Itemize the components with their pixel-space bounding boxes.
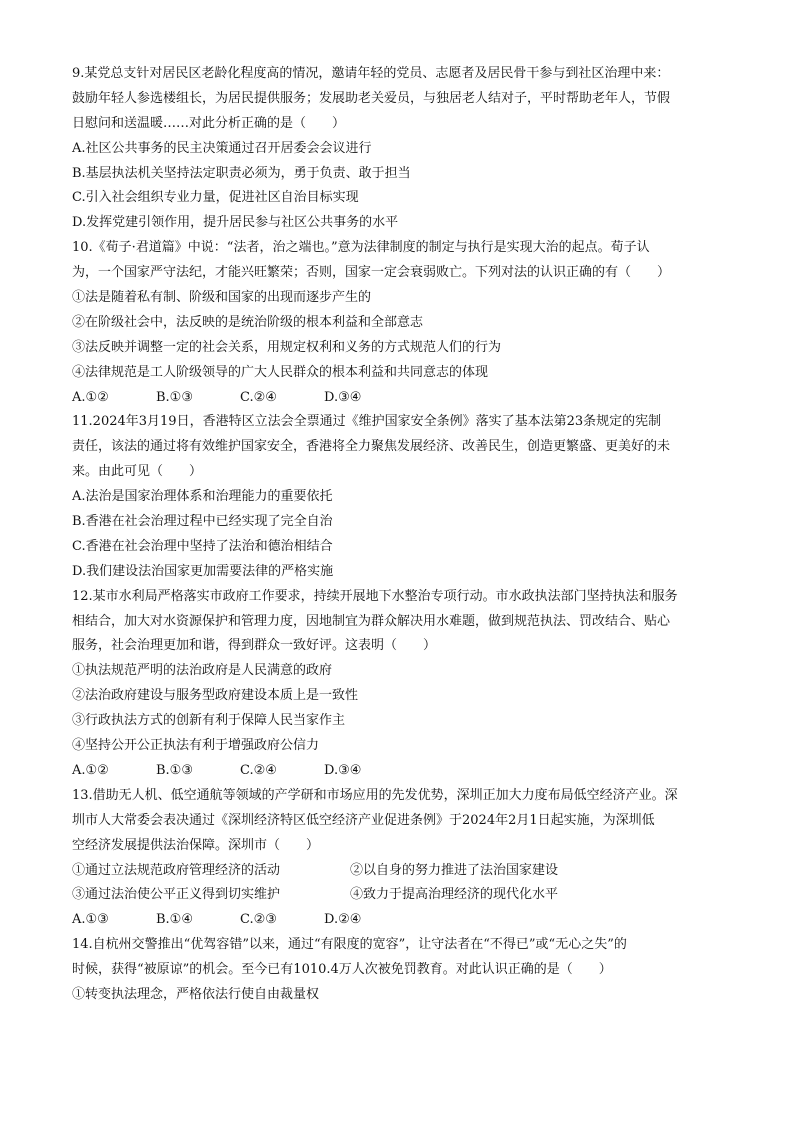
question-stem: 鼓励年轻人参选楼组长，为居民提供服务；发展助老关爱员，与独居老人结对子，平时帮助老年人，节假: [72, 90, 671, 106]
choice-d: D.③④: [324, 762, 362, 778]
option-d: D.我们建设法治国家更加需要法律的严格实施: [72, 563, 334, 579]
question-stem: 空经济发展提供法治保障。深圳市（ ）: [72, 837, 320, 853]
statement-4: ④坚持公开公正执法有利于增强政府公信力: [72, 738, 320, 754]
choice-a: A.①②: [72, 762, 109, 778]
statement-1: ①法是随着私有制、阶级和国家的出现而逐步产生的: [72, 290, 372, 306]
choice-d: D.②④: [324, 912, 362, 928]
option-b: B.基层执法机关坚持法定职责必须为，勇于负责、敢于担当: [72, 165, 411, 181]
statement-3: ③通过法治使公平正义得到切实维护: [72, 887, 281, 903]
statement-1: ①执法规范严明的法治政府是人民满意的政府: [72, 663, 333, 679]
choices-row: [72, 908, 727, 933]
choice-b: B.①③: [156, 762, 193, 778]
option-c: C.香港在社会治理中坚持了法治和德治相结合: [72, 538, 333, 554]
statement-2: ②在阶级社会中，法反映的是统治阶级的根本利益和全部意志: [72, 314, 424, 330]
question-stem: 12.某市水利局严格落实市政府工作要求，持续开展地下水整治专项行动。市水政执法部门坚持执法和服务: [72, 588, 678, 604]
question-10: [72, 236, 727, 410]
statement-2: ②以自身的努力推进了法治国家建设: [350, 862, 559, 878]
question-stem: 来。由此可见（ ）: [72, 464, 203, 480]
choice-b: B.①③: [156, 389, 193, 405]
question-stem: 10.《荀子·君道篇》中说：“法者，治之端也。”意为法律制度的制定与执行是实现大治的起点。荀子认: [72, 240, 650, 256]
question-stem: 11.2024年3月19日，香港特区立法会全票通过《维护国家安全条例》落实了基本法第23条规定的宪制: [72, 414, 662, 430]
choice-a: A.①③: [72, 912, 109, 928]
question-stem: 责任，该法的通过将有效维护国家安全，香港将全力聚焦发展经济、改善民生，创造更繁盛、更美好的未: [72, 439, 671, 455]
question-11: [72, 410, 727, 584]
choice-c: C.②④: [240, 389, 277, 405]
statement-1: ①转变执法理念，严格依法行使自由裁量权: [72, 986, 320, 1002]
exam-page: [72, 62, 727, 1008]
question-14: [72, 933, 727, 1008]
question-stem: 服务，社会治理更加和谐，得到群众一致好评。这表明（ ）: [72, 638, 437, 654]
question-stem: 圳市人大常委会表决通过《深圳经济特区低空经济产业促进条例》于2024年2月1日起实施，为深圳低: [72, 812, 655, 828]
statement-3: ③行政执法方式的创新有利于保障人民当家作主: [72, 713, 346, 729]
statement-4: ④法律规范是工人阶级领导的广大人民群众的根本利益和共同意志的体现: [72, 364, 489, 380]
question-stem: 为，一个国家严守法纪，才能兴旺繁荣；否则，国家一定会衰弱败亡。下列对法的认识正确的有（ ）: [72, 265, 671, 281]
question-stem: 相结合，加大对水资源保护和管理力度，因地制宜为群众解决用水难题，做到规范执法、罚改结合、贴心: [72, 613, 671, 629]
choice-d: D.③④: [324, 389, 362, 405]
question-stem: 日慰问和送温暖……对此分析正确的是（ ）: [72, 115, 346, 131]
choice-c: C.②④: [240, 762, 277, 778]
choice-b: B.①④: [156, 912, 193, 928]
question-stem: 时候，获得“被原谅”的机会。至今已有1010.4万人次被免罚教育。对此认识正确的是（ ）: [72, 962, 612, 978]
statement-2: ②法治政府建设与服务型政府建设本质上是一致性: [72, 688, 359, 704]
choices-row: [72, 759, 727, 784]
choice-a: A.①②: [72, 389, 109, 405]
option-b: B.香港在社会治理过程中已经实现了完全自治: [72, 514, 333, 530]
choices-row: [72, 386, 727, 411]
question-9: [72, 62, 727, 236]
statement-4: ④致力于提高治理经济的现代化水平: [350, 887, 559, 903]
statement-3: ③法反映并调整一定的社会关系，用规定权利和义务的方式规范人们的行为: [72, 339, 502, 355]
statements-row: [72, 883, 727, 908]
question-13: [72, 784, 727, 933]
option-c: C.引入社会组织专业力量，促进社区自治目标实现: [72, 190, 359, 206]
question-stem: 14.自杭州交警推出“优驾容错”以来，通过“有限度的宽容”，让守法者在“不得已”或“无心之失”的: [72, 937, 627, 953]
question-stem: 13.借助无人机、低空通航等领域的产学研和市场应用的先发优势，深圳正加大力度布局低空经济产业。深: [72, 787, 678, 803]
statement-1: ①通过立法规范政府管理经济的活动: [72, 862, 281, 878]
option-a: A.社区公共事务的民主决策通过召开居委会会议进行: [72, 140, 372, 156]
choice-c: C.②③: [240, 912, 277, 928]
option-a: A.法治是国家治理体系和治理能力的重要依托: [72, 489, 333, 505]
question-stem: 9.某党总支针对居民区老龄化程度高的情况，邀请年轻的党员、志愿者及居民骨干参与到社区治理中来：: [72, 66, 670, 81]
statements-row: [72, 859, 727, 884]
question-12: [72, 585, 727, 784]
option-d: D.发挥党建引领作用，提升居民参与社区公共事务的水平: [72, 215, 399, 231]
